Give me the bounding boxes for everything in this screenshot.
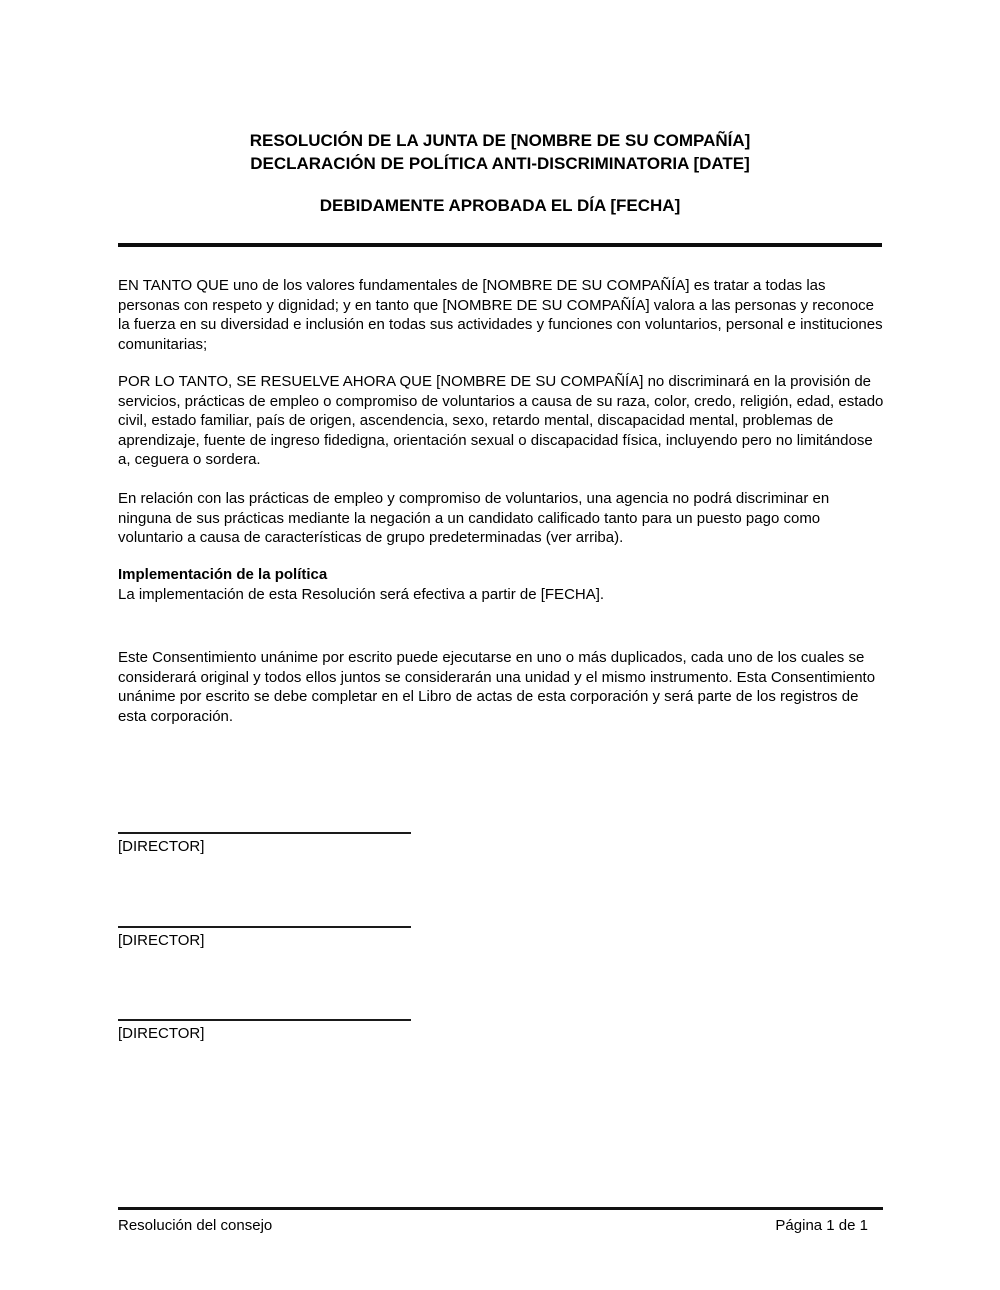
paragraph-consent: Este Consentimiento unánime por escrito puede ejecutarse en uno o más duplicados, cada uno de los cuales se considerará original y todos ellos juntos se considerarán una unidad y el mismo instrumento. Esta Consentimiento unánime por escrito se debe completar en el Libro de actas de esta corporación y será parte de los registros de esta corporación. xyxy=(118,649,876,725)
footer-page-number: Página 1 de 1 xyxy=(775,1217,868,1234)
footer-divider xyxy=(118,1207,883,1210)
signature-line-2 xyxy=(118,926,411,928)
signature-label-2: [DIRECTOR] xyxy=(118,932,205,949)
implementation-body: La implementación de esta Resolución será efectiva a partir de [FECHA]. xyxy=(118,585,605,603)
title-line-2: DECLARACIÓN DE POLÍTICA ANTI-DISCRIMINATORIA [DATE] xyxy=(250,154,750,173)
implementation-section xyxy=(118,565,884,604)
paragraph-resolved: POR LO TANTO, SE RESUELVE AHORA QUE [NOMBRE DE SU COMPAÑÍA] no discriminará en la provisión de servicios, prácticas de empleo o compromiso de voluntarios a causa de su raza, color, credo, religión, edad, estado civil, estado familiar, país de origen, ascendencia, sexo, retardo mental, discapacidad mental, problemas de aprendizaje, fuente de ingreso fidedigna, orientación sexual o discapacidad física, incluyendo pero no limitándose a, ceguera o sordera. xyxy=(118,373,884,468)
document-subtitle: DEBIDAMENTE APROBADA EL DÍA [FECHA] xyxy=(319,196,681,215)
document-title xyxy=(0,129,1000,175)
paragraph-employment: En relación con las prácticas de empleo y compromiso de voluntarios, una agencia no podrá discriminar en ninguna de sus prácticas mediante la negación a un candidato calificado tanto para un puesto pago como voluntario a causa de características de grupo predeterminadas (ver arriba). xyxy=(118,490,830,546)
page-footer xyxy=(118,1216,883,1236)
signature-line-1 xyxy=(118,832,411,834)
signature-label-3: [DIRECTOR] xyxy=(118,1025,205,1042)
title-line-1: RESOLUCIÓN DE LA JUNTA DE [NOMBRE DE SU COMPAÑÍA] xyxy=(249,131,751,150)
signature-line-3 xyxy=(118,1019,411,1021)
signature-label-1: [DIRECTOR] xyxy=(118,838,205,855)
implementation-heading: Implementación de la política xyxy=(118,566,328,583)
footer-document-name: Resolución del consejo xyxy=(118,1217,273,1234)
paragraph-whereas: EN TANTO QUE uno de los valores fundamentales de [NOMBRE DE SU COMPAÑÍA] es tratar a todas las personas con respeto y dignidad; y en tanto que [NOMBRE DE SU COMPAÑÍA] valora a las personas y reconoce la fuerza en su diversidad e inclusión en todas sus actividades y funciones con voluntarios, personal e instituciones comunitarias; xyxy=(118,277,883,353)
header-divider xyxy=(118,243,882,247)
